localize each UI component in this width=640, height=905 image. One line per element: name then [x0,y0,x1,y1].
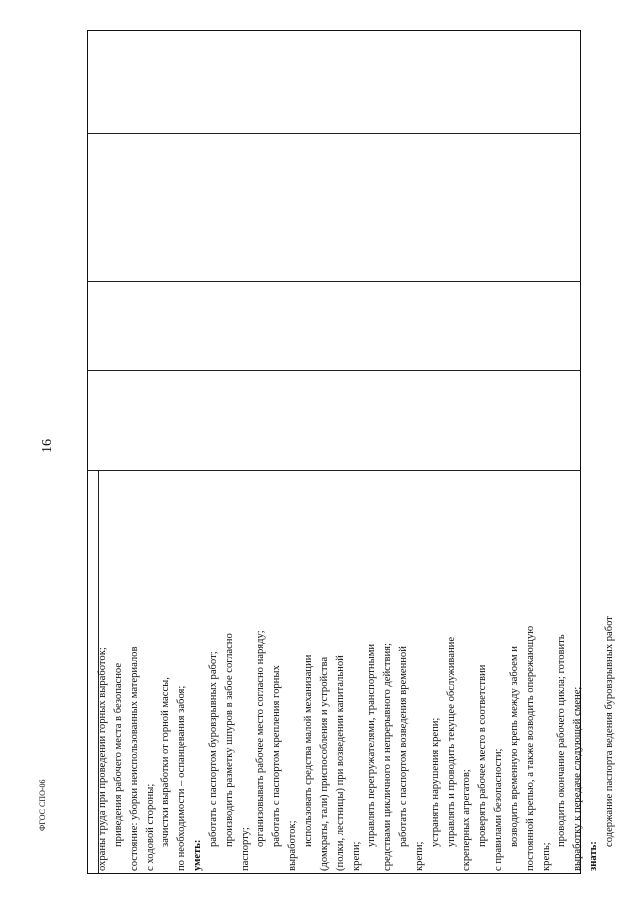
text-line: крепь; [540,842,552,871]
text-line: крепи; [413,841,425,871]
text-line: зачистки выработки от горной массы, [160,677,172,847]
text-line: работать с паспортом буровзрывных работ; [207,651,219,847]
text-line: по необходимости – оспанцевания забоя; [176,685,188,871]
text-line: (полки, лестницы) при возведении капитальной [334,655,346,871]
text-line: использовать средства малой механизации [302,654,314,847]
text-line: крепи; [350,841,362,871]
text-line: работать с паспортом возведения временной [398,646,410,847]
text-line: с ходовой стороны; [144,783,156,871]
text-line: проверять рабочее место в соответствии [477,664,489,847]
text-line: управлять перегружателями, транспортными [366,643,378,847]
footer-code: ФГОС СПО-06 [38,779,47,831]
text-line: проводить окончание рабочего цикла; готовить [556,634,568,847]
text-line: скреперных агрегатов; [461,769,473,871]
text-line: производить разметку шпуров в забое согласно [223,633,235,847]
column-divider-3 [87,370,581,371]
text-line: с правилами безопасности; [493,748,505,871]
text-line: возводить временную крепь между забоем и [508,646,520,847]
column-divider-1 [87,133,581,134]
page-number: 16 [40,439,55,453]
text-line: приведения рабочего места в безопасное [112,662,124,847]
text-line: содержание паспорта ведения буровзрывных работ [604,616,615,847]
text-line: средствами цикличного и непрерывного действия; [382,643,394,871]
section-heading-znat: знать: [588,841,600,871]
text-line: организовывать рабочее место согласно наряду; [255,630,267,847]
requirements-table [87,30,615,874]
text-line: устранять нарушения крепи; [429,717,441,847]
column-divider-4 [87,470,581,471]
text-line: паспорту; [239,827,251,871]
text-line: охраны труда при проведении горных выработок; [97,647,108,871]
column-divider-2 [87,281,581,282]
text-line: управлять и проводить текущее обслуживание [445,636,457,847]
text-line: выработку к передаче следующей смене; [572,686,584,871]
text-line: постоянной крепью, а также возводить опережающую [524,625,536,871]
text-line: работать с паспортом крепления горных [271,665,283,847]
text-line: состояние: уборки неиспользованных материалов [128,646,140,871]
competency-text-cell [95,473,615,873]
text-line: выработок; [287,820,299,871]
section-heading-umet: уметь: [192,839,204,871]
text-line: (домкраты, тали) приспособления и устройства [318,656,330,871]
